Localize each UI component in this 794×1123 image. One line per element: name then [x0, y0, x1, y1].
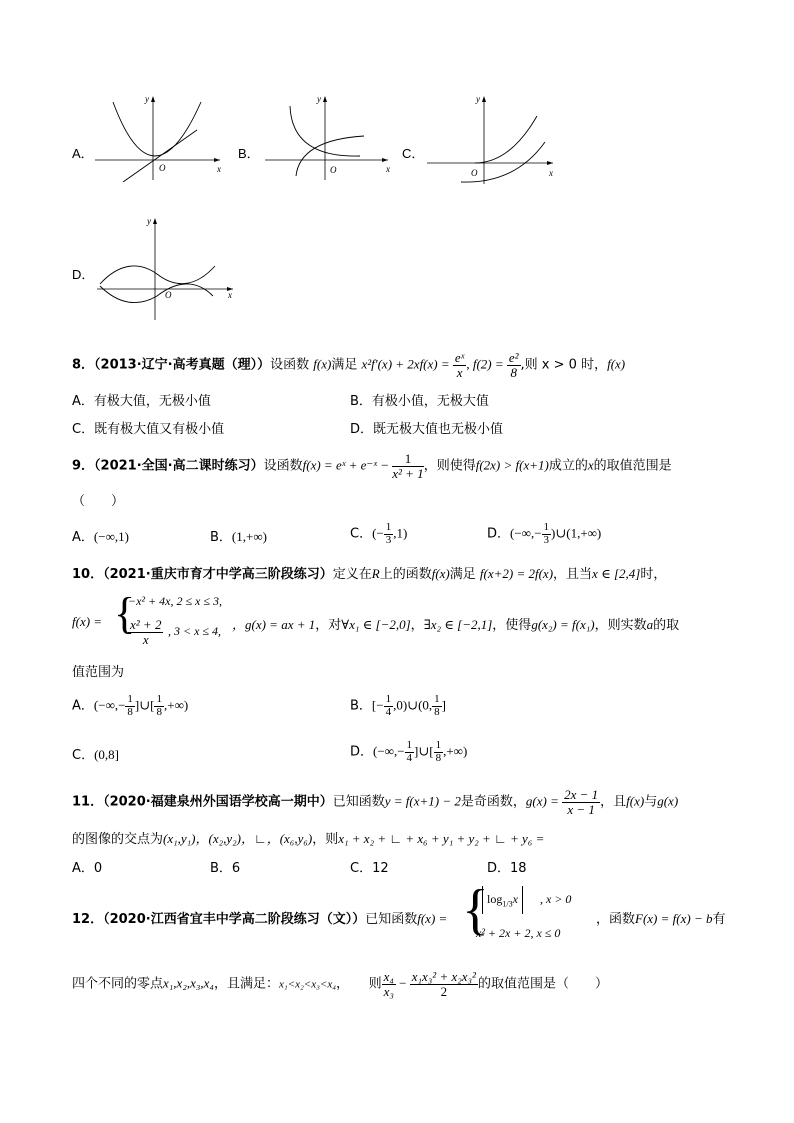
- svg-text:y: y: [317, 94, 321, 104]
- option-c-label[interactable]: C．: [402, 146, 425, 161]
- math-f2: , f(2) =: [466, 356, 507, 372]
- question-10-source: （2021·重庆市育才中学高三阶段练习）: [103, 567, 333, 582]
- q8-option-c[interactable]: C．既有极大值又有极小值: [72, 422, 225, 437]
- q9-option-b[interactable]: B．(1,+∞): [210, 529, 267, 545]
- svg-text:y: y: [147, 216, 151, 226]
- q11-option-c[interactable]: C．12: [350, 861, 389, 876]
- question-9-number: 9．: [72, 458, 95, 474]
- svg-text:x: x: [228, 290, 232, 300]
- question-12-stem: 12．（2020·江西省宜丰中学高二阶段练习（文））已知函数f(x) =: [72, 911, 448, 927]
- graph-option-d: [95, 212, 240, 322]
- svg-text:y: y: [476, 94, 480, 104]
- stem-text: 的取值范围是: [593, 458, 672, 474]
- question-11-stem: 11．（2020·福建泉州外国语学校高一期中）已知函数y = f(x+1) − 2是奇函数，g(x) = $\frac{2x - 1}{x - 1}$ ，且f(x)与g(x): [72, 787, 679, 817]
- question-12-stem-end: 四个不同的零点x₁,x₂,x₃,x₄，且满足：x₁<x₂<x₃<x₄， 则 $\frac{\text{x₄}}{\text{x₃}}$ − $\frac{\text{x₁x₃² + x₂x₃²}}{2}$ 的取值范围是（ ）: [72, 969, 608, 999]
- fraction: $\frac{1}{\text{x² + 1}}$: [392, 451, 424, 481]
- q9-answer-paren: （ ）: [72, 494, 125, 509]
- q11-option-b[interactable]: B．6: [210, 861, 241, 876]
- question-11-source: （2020·福建泉州外国语学校高一期中）: [103, 794, 333, 810]
- absolute-value: $\log_{1/3}x$: [482, 886, 523, 914]
- math-var: x: [587, 457, 594, 473]
- math-ineq: f(2x) > f(x+1): [475, 457, 549, 473]
- q9-option-c[interactable]: C．(− $\frac{1}{3}$ ,1): [350, 521, 408, 546]
- math-func: f(x) = eˣ + e⁻ˣ −: [302, 457, 393, 473]
- math-fx: f(x): [313, 356, 332, 372]
- question-11-number: 11．: [72, 794, 104, 810]
- question-10-stem-end: 值范围为: [72, 665, 125, 680]
- svg-text:O: O: [159, 163, 166, 173]
- option-d-label[interactable]: D．: [72, 267, 95, 282]
- stem-text: 满足: [331, 357, 358, 373]
- question-11-stem-cont: 的图像的交点为(x₁,y₁)，(x₂,y₂)，∟，(x₆,y₆)，则x₁ + x₂ + ∟ + x₆ + y₁ + y₂ + ∟ + y₆ =: [72, 831, 545, 847]
- svg-text:O: O: [165, 290, 172, 300]
- question-8-stem: [72, 351, 625, 379]
- q9-option-a[interactable]: A．(−∞,1): [72, 529, 129, 545]
- math-fx: f(x): [607, 356, 626, 372]
- stem-text: ，则使得: [423, 458, 476, 474]
- stem-text: 成立的: [548, 458, 588, 474]
- q10-option-a[interactable]: A．(−∞,− $\frac{1}{8}$ ]∪[ $\frac{1}{8}$ ,+∞): [72, 693, 189, 718]
- option-b-label[interactable]: B．: [238, 146, 260, 161]
- q8-option-d[interactable]: D．既无极大值也无极小值: [350, 422, 504, 437]
- q11-option-d[interactable]: D．18: [487, 861, 527, 876]
- svg-text:O: O: [330, 165, 337, 175]
- stem-text: 设函数: [263, 458, 303, 474]
- svg-text:O: O: [471, 168, 478, 178]
- question-12-source: （2020·江西省宜丰中学高二阶段练习（文））: [103, 912, 366, 927]
- left-brace: {: [114, 589, 136, 638]
- stem-text: ,则 x > 0 时，: [520, 357, 608, 373]
- question-9-source: （2021·全国·高二课时练习）: [94, 458, 264, 474]
- q10-option-c[interactable]: C．(0,8]: [72, 747, 119, 763]
- q10-option-b[interactable]: B．[− $\frac{1}{4}$ ,0)∪(0, $\frac{1}{8}$ ]: [350, 693, 446, 718]
- q10-option-d[interactable]: D．(−∞,− $\frac{1}{4}$ ]∪[ $\frac{1}{8}$ ,+∞): [350, 739, 468, 764]
- q8-option-b[interactable]: B．有极小值，无极大值: [350, 394, 489, 409]
- q8-option-a[interactable]: A．有极大值，无极小值: [72, 394, 211, 409]
- question-12-piecewise: { $\log_{1/3}x$ , x > 0 x² + 2x + 2, x ≤ 0: [462, 879, 572, 941]
- option-a-label[interactable]: A．: [72, 146, 94, 161]
- q9-option-d[interactable]: D．(−∞,− $\frac{1}{3}$ )∪(1,+∞): [487, 521, 602, 546]
- left-brace: {: [462, 879, 489, 941]
- fraction: $\frac{\text{eˣ}}{x}$: [454, 350, 465, 380]
- svg-text:x: x: [386, 164, 390, 174]
- graph-option-a: [95, 92, 230, 182]
- svg-text:x: x: [549, 168, 553, 178]
- question-12-stem-cont: ，函数F(x) = f(x) − b有: [596, 911, 726, 927]
- question-10-stem: 10．（2021·重庆市育才中学高三阶段练习）定义在R上的函数f(x)满足 f(x+2) = 2f(x)，且当x ∈ [2,4]时，: [72, 566, 667, 582]
- svg-text:y: y: [145, 94, 149, 104]
- question-10-number: 10．: [72, 567, 104, 582]
- math-equation: x²f′(x) + 2xf(x) =: [361, 356, 453, 372]
- question-8-number: 8．: [72, 357, 95, 373]
- question-8-source: （2013·辽宁·高考真题（理））: [94, 357, 271, 373]
- question-10-stem-cont: ，g(x) = ax + 1，对∀x₁ ∈ [−2,0]，∃x₂ ∈ [−2,1]，使得g(x₂) = f(x₁)，则实数a的取: [232, 617, 680, 633]
- question-12-number: 12．: [72, 912, 104, 927]
- stem-text: 设函数: [270, 357, 310, 373]
- q11-option-a[interactable]: A．0: [72, 861, 103, 876]
- fraction: $\frac{\text{e²}}{8}$: [508, 350, 519, 380]
- graph-option-c: [425, 92, 560, 187]
- svg-text:x: x: [217, 164, 221, 174]
- graph-option-b: [260, 92, 395, 182]
- question-9-stem: [72, 452, 672, 480]
